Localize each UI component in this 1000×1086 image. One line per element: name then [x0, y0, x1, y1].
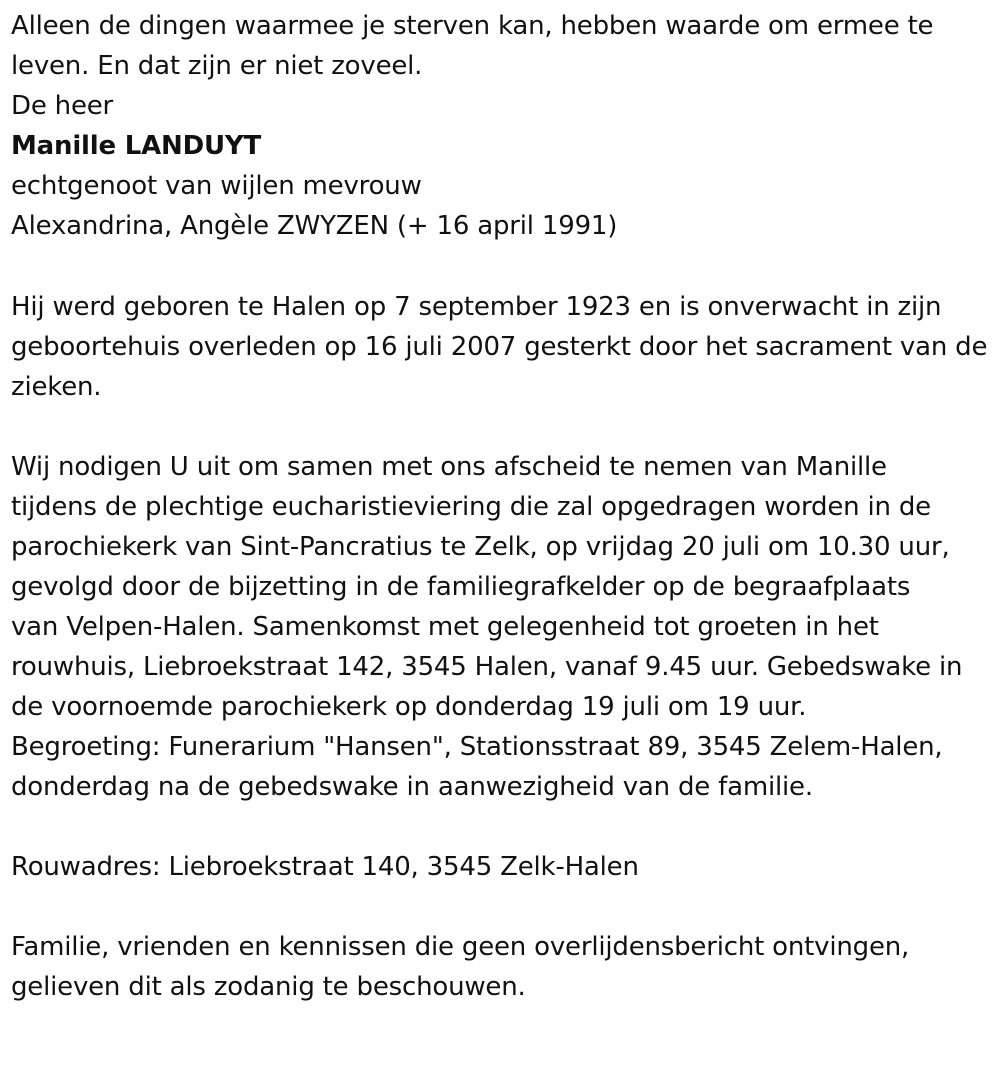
invitation-line: rouwhuis, Liebroekstraat 142, 3545 Halen, vanaf 9.45 uur. Gebedswake in: [11, 652, 963, 682]
invitation-line: tijdens de plechtige eucharistieviering die zal opgedragen worden in de: [11, 492, 931, 522]
spacer: [11, 887, 991, 927]
mourning-address: Rouwadres: Liebroekstraat 140, 3545 Zelk-Halen: [11, 852, 639, 882]
spouse-line-2: Alexandrina, Angèle ZWYZEN (+ 16 april 1991): [11, 211, 618, 241]
spouse-line-1: echtgenoot van wijlen mevrouw: [11, 171, 422, 201]
spacer: [11, 807, 991, 847]
invitation-line: Wij nodigen U uit om samen met ons afscheid te nemen van Manille: [11, 452, 887, 482]
spacer: [11, 407, 991, 447]
invitation-line: gevolgd door de bijzetting in de familiegrafkelder op de begraafplaats: [11, 572, 911, 602]
spacer: [11, 246, 991, 287]
invitation-line: Begroeting: Funerarium "Hansen", Stationsstraat 89, 3545 Zelem-Halen,: [11, 732, 943, 762]
birth-death-paragraph: Hij werd geboren te Halen op 7 september 1923 en is onverwacht in zijn geboortehuis overleden op 16 juli 2007 gesterkt door het sacrament van de zieken.: [11, 292, 988, 402]
invitation-paragraph: [11, 447, 991, 807]
opening-quote: Alleen de dingen waarmee je sterven kan, hebben waarde om ermee te leven. En dat zijn er niet zoveel.: [11, 11, 934, 81]
closing-paragraph: Familie, vrienden en kennissen die geen overlijdensbericht ontvingen, gelieven dit als zodanig te beschouwen.: [11, 932, 910, 1002]
obituary-document: [11, 6, 991, 1007]
invitation-line: donderdag na de gebedswake in aanwezigheid van de familie.: [11, 772, 813, 802]
invitation-line: de voornoemde parochiekerk op donderdag 19 juli om 19 uur.: [11, 692, 807, 722]
invitation-line: van Velpen-Halen. Samenkomst met gelegenheid tot groeten in het: [11, 612, 879, 642]
invitation-line: parochiekerk van Sint-Pancratius te Zelk, op vrijdag 20 juli om 10.30 uur,: [11, 532, 950, 562]
salutation: De heer: [11, 91, 114, 121]
deceased-name: Manille LANDUYT: [11, 131, 262, 161]
